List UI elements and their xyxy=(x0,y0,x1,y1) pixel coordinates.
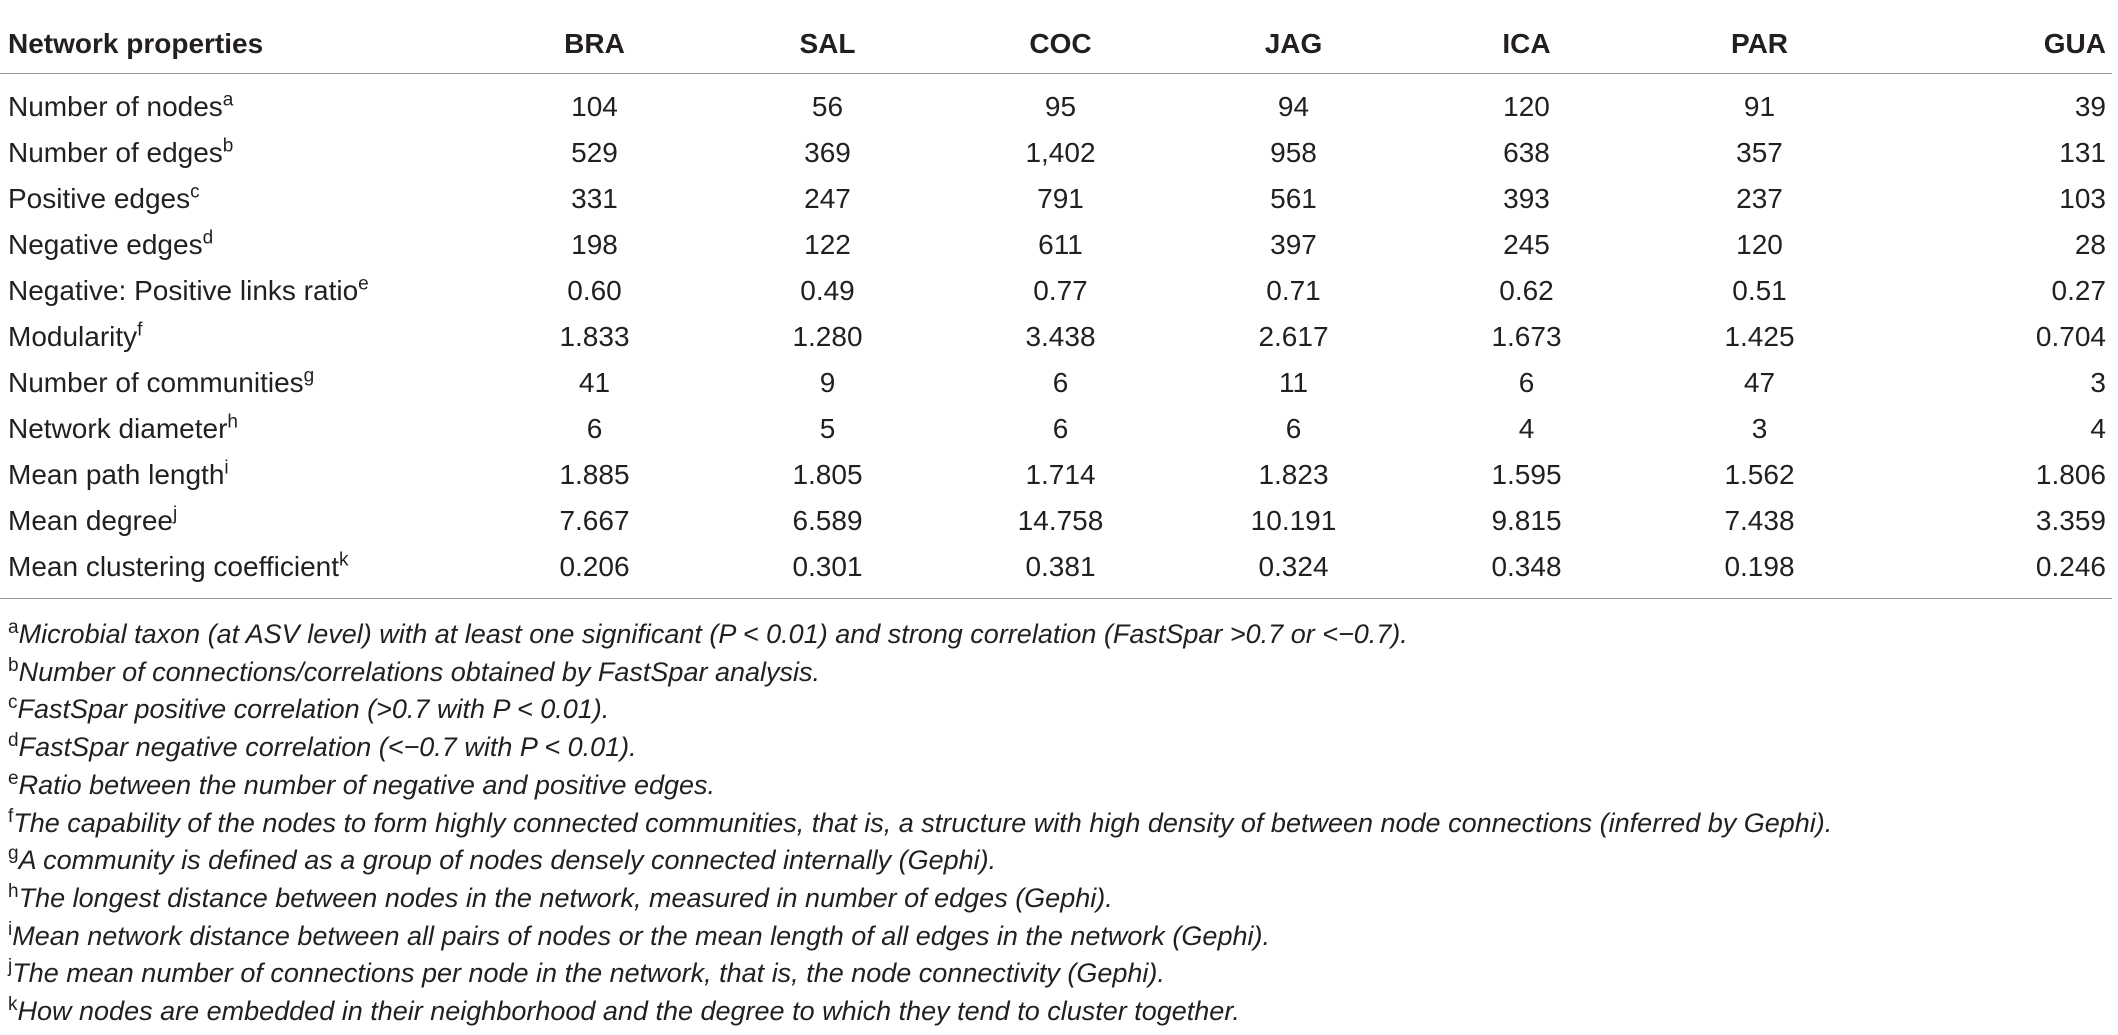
table-cell: 7.438 xyxy=(1724,505,1795,536)
table-cell: 791 xyxy=(1037,183,1084,214)
table-cell: 0.198 xyxy=(1643,544,1876,599)
row-label xyxy=(0,222,478,268)
row-label xyxy=(0,360,478,406)
footnote-mark: g xyxy=(8,843,19,865)
table-row xyxy=(0,314,2112,360)
footnote-mark: c xyxy=(8,692,18,714)
table-cell: 0.301 xyxy=(711,544,944,599)
header-row xyxy=(0,15,2112,74)
row-label-text: Number of nodes xyxy=(8,91,223,122)
table-cell: 41 xyxy=(578,367,611,398)
table-row xyxy=(0,74,2112,131)
table-cell: 0.51 xyxy=(1732,275,1787,306)
table-cell: 9.815 xyxy=(1491,505,1562,536)
table-cell: 247 xyxy=(804,183,851,214)
footnote-mark: k xyxy=(8,994,18,1016)
table-cell: 0.49 xyxy=(800,275,855,306)
footnote-mark: h xyxy=(227,411,238,433)
footnote-text: Ratio between the number of negative and positive edges. xyxy=(18,769,716,800)
table-cell: 0.324 xyxy=(1177,544,1410,599)
row-label xyxy=(0,452,478,498)
table-cell: 11 xyxy=(1278,367,1309,398)
footnote xyxy=(8,691,2108,729)
table-cell: 3 xyxy=(1751,413,1768,444)
table-cell: 47 xyxy=(1743,367,1776,398)
table-cell: 95 xyxy=(1044,91,1077,122)
footnote-text: Mean network distance between all pairs of nodes or the mean length of all edges in the network (Gephi). xyxy=(12,920,1270,951)
table-cell: 0.348 xyxy=(1410,544,1643,599)
table-row xyxy=(0,452,2112,498)
table-cell: 6 xyxy=(1052,413,1069,444)
table-cell: 120 xyxy=(1736,229,1783,260)
footnote xyxy=(8,842,2108,880)
footnote-mark: a xyxy=(222,89,234,111)
table-row xyxy=(0,130,2112,176)
table-cell: 122 xyxy=(804,229,851,260)
footnote-mark: k xyxy=(339,549,349,571)
table-row xyxy=(0,176,2112,222)
table-cell: 611 xyxy=(1038,229,1083,260)
table-cell: 6.589 xyxy=(792,505,863,536)
table-cell: 39 xyxy=(2074,91,2106,122)
table-cell: 0.71 xyxy=(1266,275,1321,306)
footnote-mark: b xyxy=(222,135,234,157)
table-cell: 3 xyxy=(2090,367,2106,398)
footnote-mark: h xyxy=(8,880,19,902)
footnote-mark: b xyxy=(8,654,19,676)
table-cell: 56 xyxy=(811,91,844,122)
table-cell: 198 xyxy=(571,229,618,260)
footnote-text: The longest distance between nodes in the network, measured in number of edges (Gephi). xyxy=(18,882,1113,913)
footnote-mark: d xyxy=(202,227,214,249)
table-header xyxy=(0,15,2112,74)
table-body xyxy=(0,74,2112,599)
table-cell: 120 xyxy=(1503,91,1550,122)
row-label xyxy=(0,268,478,314)
row-label-text: Network diameter xyxy=(8,413,228,444)
table-cell: 331 xyxy=(571,183,618,214)
footnote-text: FastSpar negative correlation (<−0.7 with P < 0.01). xyxy=(18,732,637,763)
table-cell: 1.714 xyxy=(1025,459,1096,490)
table-cell: 1.562 xyxy=(1724,459,1795,490)
table-cell: 1.595 xyxy=(1491,459,1562,490)
column-header-property: Network properties xyxy=(0,15,478,74)
table-cell: 28 xyxy=(2074,229,2106,260)
table-row xyxy=(0,360,2112,406)
row-label-text: Modularity xyxy=(8,321,138,352)
table-cell: 638 xyxy=(1503,137,1550,168)
row-label-text: Mean clustering coefficient xyxy=(8,551,339,582)
table-row xyxy=(0,268,2112,314)
table-cell: 104 xyxy=(571,91,618,122)
table-cell: 9 xyxy=(819,367,836,398)
table-cell: 529 xyxy=(571,137,618,168)
table-cell: 357 xyxy=(1736,137,1783,168)
footnote xyxy=(8,767,2108,805)
footnote-mark: i xyxy=(8,918,13,940)
table-cell: 131 xyxy=(2059,137,2106,168)
table-cell: 0.206 xyxy=(478,544,711,599)
footnote-text: A community is defined as a group of nodes densely connected internally (Gephi). xyxy=(18,845,997,876)
row-label-text: Number of communities xyxy=(8,367,304,398)
column-header-ica: ICA xyxy=(1410,15,1643,74)
table-row xyxy=(0,222,2112,268)
table-cell: 4 xyxy=(2090,413,2106,444)
table-cell: 0.381 xyxy=(944,544,1177,599)
footnotes xyxy=(8,616,2108,1031)
table-cell: 561 xyxy=(1270,183,1317,214)
footnote-mark: e xyxy=(8,767,19,789)
row-label xyxy=(0,314,478,360)
table-cell: 3.359 xyxy=(2035,505,2106,536)
table-cell: 0.62 xyxy=(1499,275,1554,306)
column-header-coc: COC xyxy=(944,15,1177,74)
footnote-text: The capability of the nodes to form highly connected communities, that is, a structure with high density of between node connections (inferred by Gephi). xyxy=(13,807,1833,838)
table-cell: 94 xyxy=(1277,91,1310,122)
row-label xyxy=(0,544,478,599)
table-cell: 4 xyxy=(1518,413,1535,444)
row-label-text: Mean path length xyxy=(8,459,225,490)
table-cell: 3.438 xyxy=(1025,321,1096,352)
footnote-mark: i xyxy=(224,457,229,479)
footnote xyxy=(8,918,2108,956)
footnote-text: The mean number of connections per node in the network, that is, the node connectivity (Gephi). xyxy=(12,958,1165,989)
table-cell: 6 xyxy=(1285,413,1302,444)
table-cell: 958 xyxy=(1270,137,1317,168)
footnote-mark: d xyxy=(8,730,19,752)
row-label xyxy=(0,130,478,176)
table-cell: 14.758 xyxy=(1017,505,1104,536)
row-label xyxy=(0,74,478,131)
table-cell: 103 xyxy=(2059,183,2106,214)
footnote xyxy=(8,616,2108,654)
footnote-mark: j xyxy=(173,503,178,525)
table-row xyxy=(0,498,2112,544)
table-cell: 237 xyxy=(1736,183,1783,214)
column-header-jag: JAG xyxy=(1177,15,1410,74)
row-label xyxy=(0,176,478,222)
footnote-mark: f xyxy=(137,319,143,341)
table-cell: 1.823 xyxy=(1258,459,1329,490)
footnote xyxy=(8,654,2108,692)
table-cell: 6 xyxy=(1052,367,1069,398)
table-cell: 10.191 xyxy=(1250,505,1337,536)
footnote-text: FastSpar positive correlation (>0.7 with P < 0.01). xyxy=(17,694,610,725)
table-cell: 0.704 xyxy=(2035,321,2106,352)
footnote-text: Microbial taxon (at ASV level) with at least one significant (P < 0.01) and strong correlation (FastSpar >0.7 or <−0.7). xyxy=(18,619,1408,649)
table-cell: 397 xyxy=(1270,229,1317,260)
footnote xyxy=(8,805,2108,843)
column-header-bra: BRA xyxy=(478,15,711,74)
footnote xyxy=(8,993,2108,1031)
row-label xyxy=(0,498,478,544)
footnote xyxy=(8,729,2108,767)
footnote-mark: f xyxy=(8,805,14,827)
table-cell: 245 xyxy=(1503,229,1550,260)
table-cell: 1.425 xyxy=(1724,321,1795,352)
table-cell: 0.60 xyxy=(567,275,622,306)
row-label xyxy=(0,406,478,452)
table-cell: 1.673 xyxy=(1491,321,1562,352)
network-properties-table xyxy=(0,15,2112,599)
row-label-text: Number of edges xyxy=(8,137,223,168)
table-row xyxy=(0,544,2112,599)
table-cell: 1.280 xyxy=(792,321,863,352)
table-cell: 7.667 xyxy=(559,505,630,536)
footnote xyxy=(8,880,2108,918)
row-label-text: Negative edges xyxy=(8,229,203,260)
footnote-mark: c xyxy=(190,181,200,203)
row-label-text: Mean degree xyxy=(8,505,174,536)
table-cell: 1.833 xyxy=(559,321,630,352)
footnote-mark: a xyxy=(8,617,19,638)
footnote-mark: e xyxy=(358,273,369,295)
table-cell: 1.806 xyxy=(2035,459,2106,490)
table-cell: 6 xyxy=(586,413,603,444)
column-header-gua: GUA xyxy=(1876,15,2112,74)
table-cell: 5 xyxy=(819,413,836,444)
table-cell: 0.27 xyxy=(2051,275,2106,306)
table-cell: 393 xyxy=(1503,183,1550,214)
table-cell: 6 xyxy=(1518,367,1535,398)
footnote-mark: j xyxy=(8,956,13,978)
table-cell: 1.805 xyxy=(792,459,863,490)
table-cell: 91 xyxy=(1743,91,1776,122)
table-cell: 2.617 xyxy=(1258,321,1329,352)
footnote-text: How nodes are embedded in their neighborhood and the degree to which they tend to cluster together. xyxy=(17,996,1240,1027)
column-header-sal: SAL xyxy=(711,15,944,74)
column-header-par: PAR xyxy=(1643,15,1876,74)
table-cell: 1,402 xyxy=(1025,137,1096,168)
row-label-text: Positive edges xyxy=(8,183,191,214)
table-cell: 369 xyxy=(804,137,851,168)
table-row xyxy=(0,406,2112,452)
table-cell: 0.246 xyxy=(1876,544,2112,599)
footnote-mark: g xyxy=(303,365,315,387)
table-cell: 1.885 xyxy=(559,459,630,490)
footnote-text: Number of connections/correlations obtained by FastSpar analysis. xyxy=(18,656,820,687)
row-label-text: Negative: Positive links ratio xyxy=(8,275,359,306)
footnote xyxy=(8,955,2108,993)
table-cell: 0.77 xyxy=(1033,275,1088,306)
